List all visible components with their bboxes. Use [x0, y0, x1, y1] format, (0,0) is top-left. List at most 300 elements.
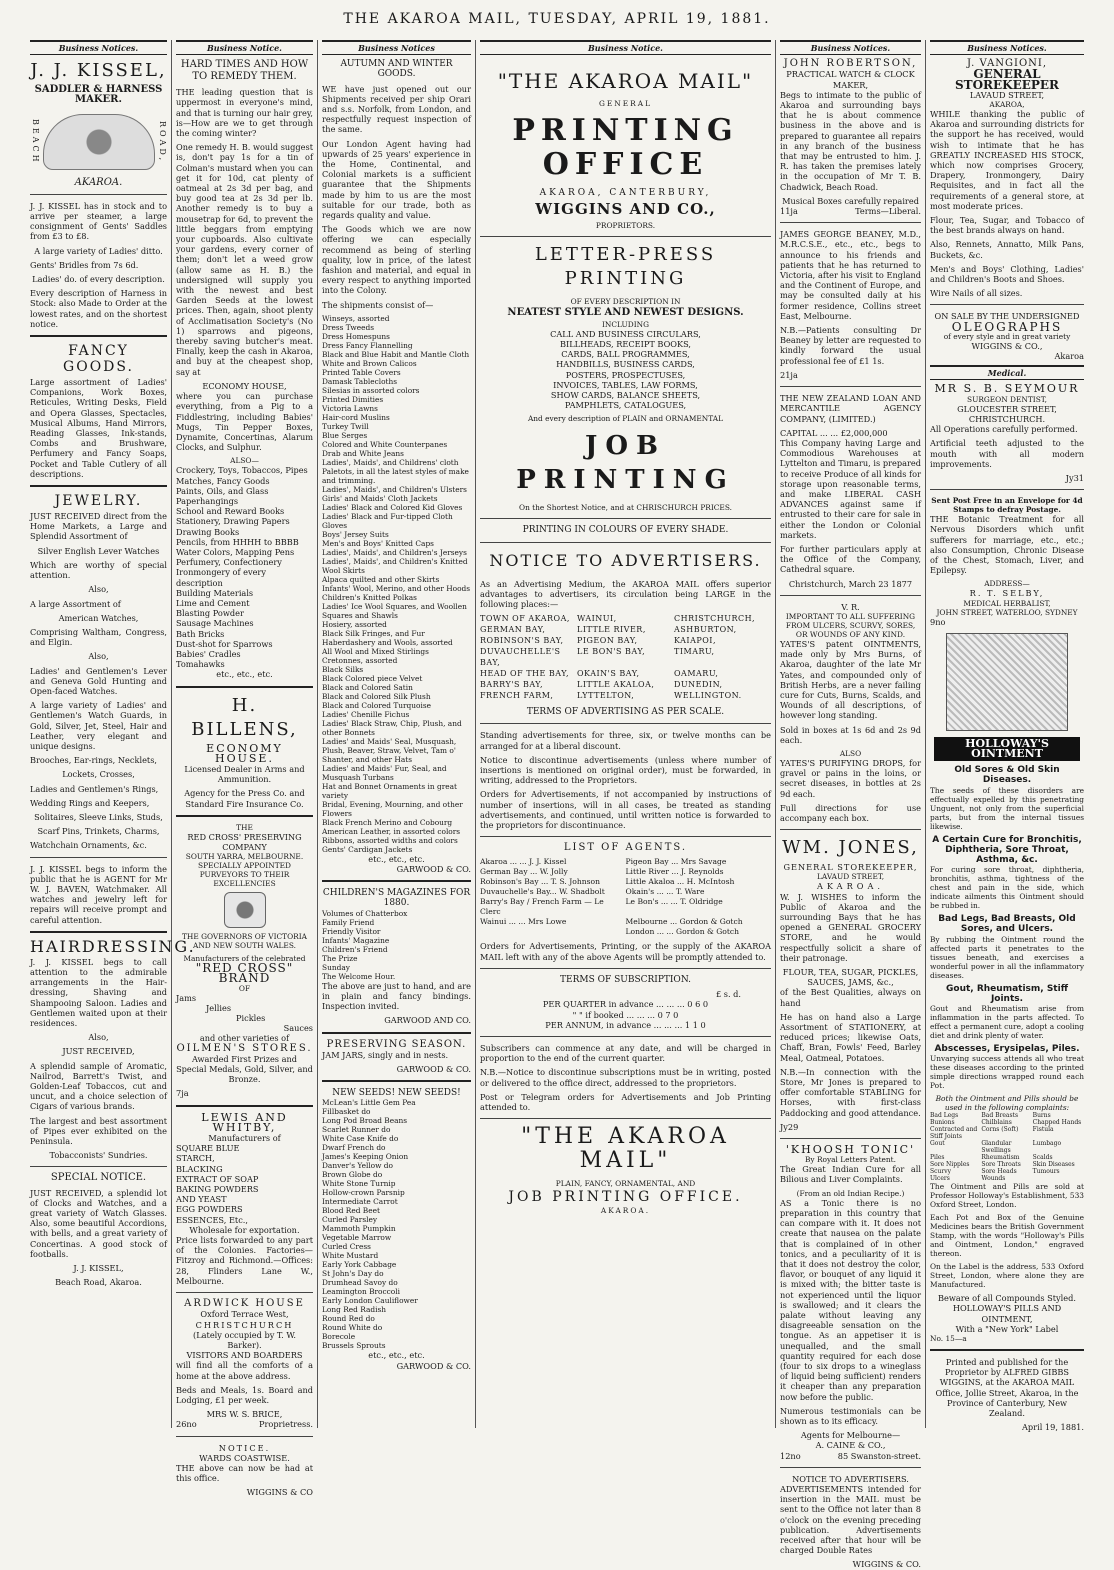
section-heading: Business Notice.	[176, 40, 313, 55]
signature: Beach Road, Akaroa.	[55, 1277, 142, 1288]
hard-times-heading: HARD TIMES AND HOW TO REMEDY THEM.	[180, 59, 309, 83]
khoosh-text: AS a Tonic there is no preparation in this country that can compare with it. It does not create that nausea on the palate that is complained of in other tonics, and a peculiarity of it is that it does not destroy the color, flavor, or bouquet of any liquid it is mixed with; the bitter taste is not experienced until the liquor is swallowed; and it clears the palate without leaving any disagreeable sensation on the tongue. As an appetiser it is unequalled, and the small quantity required for each dose (four to six drops to a wineglass of liquid being sufficient) renders it cheaper than any preparation now before the public.	[780, 1197, 921, 1402]
khoosh-text: A. CAINE & CO.,	[815, 1440, 886, 1451]
jewelry-agent-text: J. J. KISSEL begs to inform the public that he is AGENT for Mr W. J. BAVEN, Watchmaker. All watches and jewelry left for repairs will receive prompt and careful attention.	[30, 863, 167, 925]
ad-code: 26no	[176, 1419, 197, 1430]
robertson-subtitle: PRACTICAL WATCH & CLOCK MAKER,	[786, 69, 915, 90]
oilmens-stores: OILMEN'S STORES.	[176, 1042, 313, 1054]
column-2	[172, 40, 318, 1498]
autumn-item: Black Silks	[322, 664, 364, 674]
autumn-item: Gents' Cardigan Jackets	[322, 844, 413, 854]
circulation-place: LITTLE AKALOA,	[577, 680, 655, 690]
etc-label: etc., etc., etc.	[368, 853, 425, 864]
preserving-text: JAM JARS, singly and in nests.	[322, 1049, 449, 1060]
economy-item: Paints, Oils, and Glass	[176, 485, 269, 496]
kissel-text: Gents' Bridles from 7s 6d.	[30, 259, 139, 270]
complaint-item: Bunions	[930, 1119, 955, 1127]
economy-item: Paperhangings	[176, 495, 239, 506]
robertson-text: Musical Boxes carefully repaired	[782, 195, 919, 206]
seymour-text: All Operations carefully performed.	[930, 424, 1078, 435]
seed-item: White Stone Turnip	[322, 1179, 396, 1189]
economy-item: Pencils, from HHHH to BBBB	[176, 536, 299, 547]
complaint-item: Fistula	[1032, 1126, 1054, 1134]
holloway-warning: With a "New York" Label	[955, 1323, 1059, 1334]
jones-text: W. J. WISHES to inform the Public of Akaroa and the surrounding Bays that he has opened a GENERAL GROCERY STORE, and he would respectfully solicit a share of their patronage.	[780, 891, 921, 963]
autumn-heading: AUTUMN AND WINTER GOODS.	[340, 59, 453, 80]
etc-label: etc., etc., etc.	[216, 669, 273, 680]
autumn-item: Ribbons, assorted widths and colors	[322, 835, 458, 845]
circulation-place: LITTLE RIVER,	[577, 625, 646, 635]
complaint-item: Contracted and Stiff Joints	[930, 1126, 978, 1141]
holloway-banner: HOLLOWAY'S OINTMENT	[934, 737, 1080, 761]
oleographs-text: ON SALE BY THE UNDERSIGNED	[934, 311, 1080, 322]
circulation-places-list	[480, 613, 771, 701]
holloway-text: By rubbing the Ointment round the affected parts it penetrates to the tissues beneath, and exercises a wonderful power in all the inflammatory diseases.	[930, 934, 1084, 980]
job-printing-heading: JOB PRINTING	[516, 431, 735, 496]
ardwick-text: will find all the comforts of a home at the above address.	[176, 1360, 313, 1381]
ad-code: Jy29	[780, 1121, 799, 1132]
autumn-item: Dress Fancy Flannelling	[322, 340, 413, 350]
complaint-item: Ulcers	[930, 1175, 950, 1183]
ardwick-text: MRS W. S. BRICE,	[206, 1409, 283, 1420]
autumn-item: Ladies' Black Straw, Chip, Plush, and other Bonnets	[322, 718, 462, 737]
seed-item: Long Red Radish	[322, 1305, 387, 1315]
ardwick-text: CHRISTCHURCH	[195, 1319, 294, 1330]
red-cross-text: OF	[238, 983, 251, 993]
circulation-place: TOWN OF AKAROA,	[480, 614, 570, 624]
magazine-item: Children's Friend	[322, 944, 388, 954]
hygeia-figure-icon	[946, 633, 1068, 731]
autumn-item: White and Brown Calicos	[322, 358, 417, 368]
jones-text: N.B.—In connection with the Store, Mr Jones is prepared to offer comfortable STABLING for Horses, with first-class Paddocking and good attendance.	[780, 1066, 921, 1118]
jewelry-text: A large Assortment of	[30, 598, 121, 609]
magazine-item: Volumes of Chatterbox	[322, 908, 408, 918]
robertson-text: Begs to intimate to the public of Akaroa and surrounding bays that he is about commence business in the above and is prepared to guarantee all repairs in any branch of the business that may be entrusted to him. J. R. has taken the premises lately in the occupation of Mr T. B. Chadwick, Beach Road.	[780, 89, 921, 192]
complaint-item: Rheumatism	[981, 1154, 1020, 1162]
seed-item: White Mustard	[322, 1251, 379, 1261]
seed-item: Brussels Sprouts	[322, 1341, 386, 1351]
hairdressing-heading: HAIRDRESSING.	[30, 936, 196, 956]
economy-item: Lime and Cement	[176, 597, 250, 608]
subscription-heading: TERMS OF SUBSCRIPTION.	[560, 974, 691, 985]
newspaper-masthead: THE AKAROA MAIL, TUESDAY, APRIL 19, 1881.	[343, 11, 771, 27]
magazine-item: The Prize	[322, 953, 358, 963]
seed-item: Blood Red Beet	[322, 1206, 380, 1216]
hairdressing-text: Also,	[88, 1032, 109, 1043]
footer-text: PLAIN, FANCY, ORNAMENTAL, AND	[555, 1179, 696, 1189]
ardwick-text: (Lately occupied by T. W. Barker).	[193, 1329, 296, 1350]
section-heading: Business Notices.	[780, 40, 921, 55]
colours-text: PRINTING IN COLOURS OF EVERY SHADE.	[522, 525, 729, 536]
circulation-place: WAINUI,	[577, 614, 617, 624]
seymour-text: GLOUCESTER STREET,	[957, 403, 1057, 414]
complaint-item: Sore Throats	[981, 1161, 1021, 1169]
signature: GARWOOD & CO.	[396, 1063, 471, 1074]
selby-heading: Sent Post Free in an Envelope for 4d Stamps to defray Postage.	[931, 496, 1083, 515]
jones-title: WM. JONES,	[782, 837, 919, 859]
ad-code: 7ja	[176, 1088, 189, 1099]
ardwick-text: Oxford Terrace West,	[200, 1309, 289, 1320]
advertisers-text: Standing advertisements for three, six, or twelve months can be arranged for at a liberal discount.	[480, 730, 771, 751]
magazine-item: Family Friend	[322, 917, 375, 927]
autumn-item: Boys' Jersey Suits	[322, 529, 389, 539]
ardwick-text: Beds and Meals, 1s. Board and Lodging, £1 per week.	[176, 1384, 313, 1405]
autumn-item: Victoria Lawns	[322, 403, 378, 413]
kissel-text: J. J. KISSEL has in stock and to arrive per steamer, a large consignment of Gents' Saddles from £3 to £8.	[30, 200, 167, 242]
red-cross-title: RED CROSS' PRESERVING COMPANY	[187, 831, 302, 852]
subscription-text: Subscribers can commence at any date, and will be charged in proportion to the end of the current quarter.	[480, 1042, 771, 1064]
printing-text: NEATEST STYLE AND NEWEST DESIGNS.	[507, 306, 744, 318]
signature: WIGGINS & CO	[246, 1487, 313, 1498]
proprietors-label: PROPRIETORS.	[595, 220, 656, 230]
jewelry-text: Also,	[88, 651, 109, 662]
economy-item: Babies' Cradles	[176, 648, 241, 659]
yates-text: Sold in boxes at 1s 6d and 2s 9d each.	[780, 724, 921, 745]
holloway-heading: Gout, Rheumatism, Stiff Joints.	[946, 983, 1068, 1004]
seed-item: Long Pod Broad Beans	[322, 1116, 408, 1126]
signature: WIGGINS & CO.,	[971, 340, 1043, 351]
complaint-item: Corns (Soft)	[981, 1126, 1019, 1134]
robertson-title: JOHN ROBERTSON,	[783, 58, 918, 70]
lewis-item: STARCH,	[176, 1153, 215, 1164]
circulation-place: CHRISTCHURCH,	[674, 614, 756, 624]
magazine-item: Friendly Visitor	[322, 926, 381, 936]
circulation-place: PIGEON BAY,	[577, 636, 638, 646]
autumn-item: Ladies' and Maids' Seal, Musquash, Plush, Beaver, Straw, Velvet, Tam o' Shanter, and other Hats	[322, 736, 457, 764]
signature: WIGGINS & CO.	[852, 1559, 921, 1570]
khoosh-text: By Royal Letters Patent.	[804, 1155, 896, 1165]
jewelry-text: Ladies and Gentlemen's Rings,	[30, 783, 159, 794]
seed-item: James's Keeping Onion	[322, 1152, 409, 1162]
jewelry-text: Scarf Pins, Trinkets, Charms,	[37, 826, 160, 837]
beach-label: BEACH	[31, 118, 41, 165]
autumn-item: Printed Table Covers	[322, 367, 401, 377]
oleographs-text: of every style and in great variety	[943, 331, 1071, 341]
circulation-place: ASHBURTON,	[674, 625, 737, 635]
the-label: THE	[236, 822, 253, 832]
agent-item: Little River ... J. Reynolds	[625, 867, 724, 877]
hairdressing-text: A splendid sample of Aromatic, Nailrod, Barrett's Twist, and Golden-Leaf Tobaccos, cut and uncut, and a choice selection of Cigars of various brands.	[30, 1060, 167, 1112]
robertson-text: Terms—Liberal.	[855, 206, 921, 217]
yates-heading: IMPORTANT TO ALL SUFFERING FROM ULCERS, SCURVY, SORES, OR WOUNDS OF ANY KIND.	[785, 611, 916, 639]
signature: J. J. KISSEL,	[73, 1263, 124, 1274]
jewelry-text: JUST RECEIVED direct from the Home Markets, a Large and Splendid Assortment of	[30, 511, 167, 542]
seed-item: Intermediate Carrot	[322, 1197, 398, 1207]
ad-code: Jy31	[1065, 472, 1084, 483]
column-4	[476, 40, 776, 1428]
new-seeds-heading: NEW SEEDS! NEW SEEDS!	[332, 1088, 461, 1099]
kissel-text: Every description of Harness in Stock: also Made to Order at the lowest rates, and on the shortest notice.	[30, 288, 167, 329]
selby-text: MEDICAL HERBALIST,	[963, 598, 1051, 608]
economy-item: Bath Bricks	[176, 628, 225, 639]
preserving-heading: PRESERVING SEASON.	[326, 1038, 467, 1050]
circulation-place: TIMARU,	[674, 647, 715, 657]
autumn-item: Colored and White Counterpanes	[322, 439, 448, 449]
saddle-illustration-icon	[43, 114, 155, 170]
circulation-place: LE BON'S BAY,	[577, 647, 646, 657]
complaint-item: Sore Nipples	[930, 1161, 970, 1169]
autumn-item: Alpaca quilted and other Skirts	[322, 574, 440, 584]
khoosh-text: (From an old Indian Recipe.)	[796, 1188, 905, 1198]
jewelry-text: Watchchain Ornaments, &c.	[30, 840, 147, 851]
lewis-text: Wholesale for exportation.	[189, 1224, 300, 1235]
jewelry-text: American Watches,	[58, 612, 139, 623]
magazine-item: The Welcome Hour.	[322, 971, 396, 981]
khoosh-text: The Great Indian Cure for all Bilious and Liver Complaints.	[780, 1164, 921, 1185]
complaint-item: Scurvy	[930, 1168, 951, 1176]
holloway-text: On the Label is the address, 533 Oxford Street, London, where alone they are Manufactured.	[930, 1262, 1084, 1290]
notice-to-advertisers-heading: NOTICE TO ADVERTISERS.	[792, 1473, 909, 1484]
lewis-item: EGG POWDERS	[176, 1204, 243, 1215]
advertisers-text: Orders for Advertisements, if not accompanied by instructions of number of insertions, will in all cases, be treated as standing advertisements, and continued, until written notice is forwarded to the proprietors for discontinuance.	[480, 789, 771, 831]
column-3	[318, 40, 476, 1428]
agent-item: London ... ... Gordon & Gotch	[625, 927, 740, 937]
jones-text: AKAROA.	[816, 881, 884, 892]
vangioni-text: Men's and Boys' Clothing, Ladies' and Children's Boots and Shoes.	[930, 263, 1084, 285]
vangioni-text: AKAROA,	[989, 100, 1025, 110]
printing-service-item: POSTERS, PROSPECTUSES,	[565, 369, 686, 380]
circulation-place: KAIAPOI,	[674, 636, 717, 646]
seed-item: Brown Globe do	[322, 1170, 383, 1180]
agent-item	[480, 927, 626, 937]
economy-item: Stationery, Drawing Papers	[176, 516, 290, 527]
khoosh-title: 'KHOOSH TONIC'	[785, 1143, 916, 1157]
complaint-item: Wounds	[981, 1175, 1006, 1183]
autumn-item: Ladies', Maids', and Childrens' cloth Paletots, in all the latest styles of make and trimming.	[322, 457, 469, 485]
economy-item: Water Colors, Mapping Pens	[176, 546, 295, 557]
jewelry-text: Ladies' and Gentlemen's Lever and Geneva Gold Hunting and Open-faced Watches.	[30, 665, 167, 696]
seed-item: Leamington Broccoli	[322, 1287, 400, 1297]
selby-text: JOHN STREET, WATERLOO, SYDNEY	[936, 607, 1078, 617]
printing-text: And every description of PLAIN and ORNAMENTAL	[527, 414, 724, 424]
circulation-place: OAMARU,	[674, 669, 719, 679]
economy-item: Building Materials	[176, 587, 254, 598]
autumn-item: Hat and Bonnet Ornaments in great variety	[322, 781, 458, 800]
agents-list	[480, 857, 771, 937]
agent-item: Wainui ... ... Mrs Lowe	[480, 917, 567, 927]
holloway-warning: HOLLOWAY'S PILLS AND OINTMENT,	[952, 1303, 1062, 1324]
ad-code: 11ja	[780, 206, 798, 217]
economy-item: Dust-shot for Sparrows	[176, 638, 273, 649]
complaint-item: Tumours	[1032, 1168, 1060, 1176]
autumn-item: Black and Colored Satin	[322, 682, 413, 692]
seed-item: Hollow-crown Parsnip	[322, 1188, 405, 1198]
autumn-item: Turkey Twill	[322, 421, 369, 431]
circulation-place: WELLINGTON.	[674, 691, 742, 701]
seed-item: Early London Cauliflower	[322, 1296, 418, 1306]
footer-place: AKAROA.	[600, 1206, 651, 1216]
red-cross-text: THE GOVERNORS OF VICTORIA AND NEW SOUTH WALES.	[181, 932, 307, 951]
circulation-place: DUVAUCHELLE'S BAY,	[480, 647, 561, 668]
jones-text: of the Best Qualities, always on hand	[780, 987, 921, 1008]
holloway-warning: Beware of all Compounds Styled.	[938, 1293, 1076, 1304]
complaint-item: Lumbago	[1032, 1140, 1062, 1148]
autumn-item: Black and Colored Turquoise	[322, 700, 432, 710]
ad-code: 21ja	[780, 369, 798, 380]
autumn-item: Drab and White Jeans	[322, 448, 404, 458]
kissel-text: A large variety of Ladies' ditto.	[34, 245, 163, 256]
autumn-item: Dress Homespuns	[322, 331, 390, 341]
seeds-list	[322, 1098, 471, 1350]
lewis-item: BLACKING	[176, 1163, 223, 1174]
billens-text: Licensed Dealer in Arms and Ammunition.	[184, 763, 305, 785]
printing-service-item: INVOICES, TABLES, LAW FORMS,	[553, 379, 698, 390]
footer-job: JOB PRINTING OFFICE.	[508, 1189, 743, 1206]
seymour-text: SURGEON DENTIST,	[967, 394, 1047, 404]
economy-item: Ironmongery of every description	[176, 567, 266, 588]
notice-to-advertisers-heading: NOTICE TO ADVERTISERS.	[489, 550, 762, 570]
autumn-item: Dress Tweeds	[322, 322, 375, 332]
autumn-item: Black and Blue Habit and Mantle Cloth	[322, 349, 470, 359]
holloway-heading: Bad Legs, Bad Breasts, Old Sores, and Ulcers.	[938, 914, 1076, 935]
complaint-item: Scalds	[1032, 1154, 1053, 1162]
agent-item: Le Bon's ... ... T. Oldridge	[625, 897, 723, 907]
ardwick-title: ARDWICK HOUSE	[184, 1298, 305, 1310]
kissel-subtitle: SADDLER & HARNESS MAKER.	[34, 84, 163, 106]
lewis-item: BAKING POWDERS	[176, 1184, 259, 1195]
notice-text: THE above can now be had at this office.	[176, 1462, 313, 1484]
complaint-item: Burns	[1032, 1112, 1051, 1120]
printing-service-item: SHOW CARDS, BALANCE SHEETS,	[550, 390, 701, 401]
complaint-item: Gout	[930, 1140, 945, 1148]
lewis-item: SQUARE BLUE	[176, 1143, 240, 1154]
akaroa-label: AKAROA.	[74, 176, 123, 188]
seed-item: Round White do	[322, 1323, 383, 1333]
red-cross-item: Jellies	[206, 1002, 232, 1013]
hard-times-text: THE leading question that is uppermost in everyone's mind, and that is turning our hair grey, is—How are we to get through the coming winter?	[176, 87, 313, 139]
hairdressing-text: JUST RECEIVED,	[62, 1046, 135, 1057]
vangioni-text: LAVAUD STREET,	[969, 89, 1045, 100]
circulation-place: BARRY'S BAY,	[480, 680, 544, 690]
seed-item: Early York Cabbage	[322, 1260, 397, 1270]
jewelry-text: Silver English Lever Watches	[37, 545, 160, 556]
general-label: GENERAL	[599, 99, 652, 109]
vangioni-subtitle: GENERAL STOREKEEPER	[954, 67, 1060, 92]
hairdressing-text: J. J. KISSEL begs to call attention to the admirable arrangements in the Hair-dressing, Shaving and Shampooing Saloon. Ladies and Gentlemen waited upon at their residences.	[30, 956, 167, 1028]
autumn-text: The shipments consist of—	[322, 299, 434, 310]
circulation-place: OKAIN'S BAY,	[577, 669, 640, 679]
printing-services-list	[480, 329, 771, 411]
selby-text: THE Botanic Treatment for all Nervous Disorders which unfit sufferers for marriage, etc., etc.; also Consumption, Chronic Disease of the Chest, Stomach, Liver, and Epilepsy.	[930, 514, 1084, 576]
jewelry-text: Comprising Waltham, Congress, and Elgin.	[30, 626, 167, 648]
circulation-place: FRENCH FARM,	[480, 691, 554, 701]
oleographs-text: Akaroa	[1054, 351, 1084, 362]
seed-item: Curled Parsley	[322, 1215, 378, 1225]
holloway-heading: A Certain Cure for Bronchitis, Diphtheria, Sore Throat, Asthma, &c.	[932, 834, 1082, 865]
complaint-item: Piles	[930, 1154, 945, 1162]
lewis-item: ESSENCES, Etc.,	[176, 1214, 249, 1225]
jewelry-text: Lockets, Crosses,	[62, 769, 135, 780]
autumn-item: Black Colored piece Velvet	[322, 673, 423, 683]
autumn-item: Children's Knitted Polkas	[322, 592, 417, 602]
holloway-text: Both the Ointment and Pills should be used in the following complaints:	[935, 1094, 1079, 1113]
printing-text: OF EVERY DESCRIPTION IN	[570, 296, 681, 306]
jewelry-text: A large variety of Ladies' and Gentlemen's Watch Guards, in Gold, Silver, Jet, Steel, Hair and Leather, very elegant and unique designs.	[30, 700, 167, 751]
billens-title: H. BILLENS,	[191, 694, 298, 740]
red-cross-text: and other varieties of	[199, 1033, 290, 1044]
red-cross-text: Awarded First Prizes and Special Medals, Gold, Silver, and Bronze.	[176, 1053, 313, 1085]
printing-text: INCLUDING	[602, 319, 649, 329]
holloway-text: Unvarying success attends all who treat these diseases according to the printed simple directions wrapped round each Pot.	[930, 1054, 1084, 1091]
red-cross-item: Jams	[176, 992, 197, 1003]
khoosh-text: 85 Swanston-street.	[837, 1450, 921, 1461]
economy-item: Drawing Books	[176, 526, 240, 537]
vangioni-text: Wire Nails of all sizes.	[930, 288, 1023, 299]
footer-title: "THE AKAROA MAIL"	[521, 1124, 730, 1174]
seed-item: Round Red do	[322, 1314, 375, 1324]
autumn-item: Haberdashery and Wools, assorted	[322, 637, 453, 647]
ad-code: 9no	[930, 616, 946, 627]
ardwick-text: VISITORS AND BOARDERS	[186, 1350, 303, 1361]
economy-item: Tomahawks	[176, 659, 225, 670]
fancy-goods-heading: FANCY GOODS.	[63, 343, 134, 376]
lewis-text: Price lists forwarded to any part of the Colonies. Factories—Fitzroy and Richmond.—Offices: 28, Flinders Lane W., Melbourne.	[176, 1235, 313, 1286]
hairdressing-text: Tobacconists' Sundries.	[49, 1150, 148, 1161]
autumn-text: The Goods which we are now offering we can especially recommend as being of sterling quality, low in price, of the latest fashion and material, and equal in every respect to anything imported into the Colony.	[322, 224, 471, 296]
autumn-item: Ladies' Chenille Fichus	[322, 709, 410, 719]
autumn-item: Hosiery, assorted	[322, 619, 387, 629]
seed-item: Mammoth Pumpkin	[322, 1224, 396, 1234]
autumn-item: Girls' and Maids' Cloth Jackets	[322, 493, 438, 503]
agent-item: Robinson's Bay ... T. S. Johnson	[480, 877, 600, 887]
signature: GARWOOD & CO.	[396, 864, 471, 875]
autumn-item: American Leather, in assorted colors	[322, 826, 461, 836]
section-heading: Business Notice.	[480, 40, 771, 55]
agent-item: Akaroa ... ... J. J. Kissel	[480, 857, 567, 867]
autumn-item: Black Silk Fringes, and Fur	[322, 628, 425, 638]
notice-text: ADVERTISEMENTS intended for insertion in the MAIL must be sent to the Office not later than 8 o'clock on the evening preceding publication. Advertisements received after that hour will be charged Double Rates	[780, 1483, 921, 1556]
printing-service-item: PAMPHLETS, CATALOGUES,	[564, 400, 687, 411]
vangioni-text: Flour, Tea, Sugar, and Tobacco of the best brands always on hand.	[930, 215, 1084, 236]
ad-code: No. 15—a	[930, 1333, 967, 1343]
vangioni-text: Also, Rennets, Annatto, Milk Pans, Buckets, &c.	[930, 239, 1084, 260]
royal-crest-icon	[224, 892, 266, 928]
jones-text: LAVAUD STREET,	[816, 872, 885, 882]
billens-text: Agency for the Press Co. and Standard Fire Insurance Co.	[184, 788, 305, 809]
nz-loan-text: Christchurch, March 23 1877	[788, 578, 913, 589]
autumn-item: Ladies' Ice Wool Squares, and Woollen Squares and Shawls	[322, 601, 467, 620]
subscription-text: N.B.—Notice to discontinue subscriptions must be in writing, posted or delivered to the office direct, addressed to the proprietors.	[480, 1067, 771, 1088]
seed-item: Danver's Yellow do	[322, 1161, 393, 1171]
printing-service-item: CALL AND BUSINESS CIRCULARS,	[550, 328, 701, 339]
advertisers-text: Notice to discontinue advertisements (unless where number of insertions is mentioned on original order), must be forwarded, in writing, addressed to the Proprietors.	[480, 754, 771, 786]
autumn-item: Ladies', Maids', and Children's Ulsters	[322, 484, 467, 494]
circulation-place: ROBINSON'S BAY,	[480, 636, 564, 646]
also-label: ALSO—	[230, 456, 259, 466]
complaint-item: Bad Legs	[930, 1112, 959, 1120]
circulation-place: LYTTELTON,	[577, 691, 635, 701]
lewis-item: EXTRACT OF SOAP	[176, 1173, 259, 1184]
printing-text: On the Shortest Notice, and at CHRISCHURCH PRICES.	[519, 503, 732, 513]
seed-item: Borecole	[322, 1332, 356, 1342]
complaint-item: Skin Diseases	[1032, 1161, 1075, 1169]
notice-title: WARDS COASTWISE.	[199, 1452, 290, 1463]
ad-code: 12no	[780, 1450, 801, 1461]
jewelry-text: Wedding Rings and Keepers,	[30, 797, 150, 808]
red-cross-text: SPECIALLY APPOINTED PURVEYORS TO THEIR EXCELLENCIES	[198, 861, 291, 889]
holloway-text: The Ointment and Pills are sold at Professor Holloway's Establishment, 533 Oxford Street, London.	[930, 1182, 1084, 1210]
seed-item: Fillbasket do	[322, 1107, 371, 1117]
holloway-heading: Abscesses, Erysipelas, Piles.	[934, 1043, 1080, 1054]
seed-item: Vegetable Marrow	[322, 1233, 392, 1243]
economy-item: Sausage Machines	[176, 618, 254, 629]
complaint-item: Bad Breasts	[981, 1112, 1019, 1120]
signature: GARWOOD & CO.	[396, 1360, 471, 1371]
holloway-heading: Old Sores & Old Skin Diseases.	[954, 765, 1060, 786]
agent-item: Melbourne ... Gordon & Gotch	[625, 917, 743, 927]
signature: GARWOOD AND CO.	[384, 1015, 471, 1026]
medical-heading: Medical.	[930, 365, 1084, 380]
